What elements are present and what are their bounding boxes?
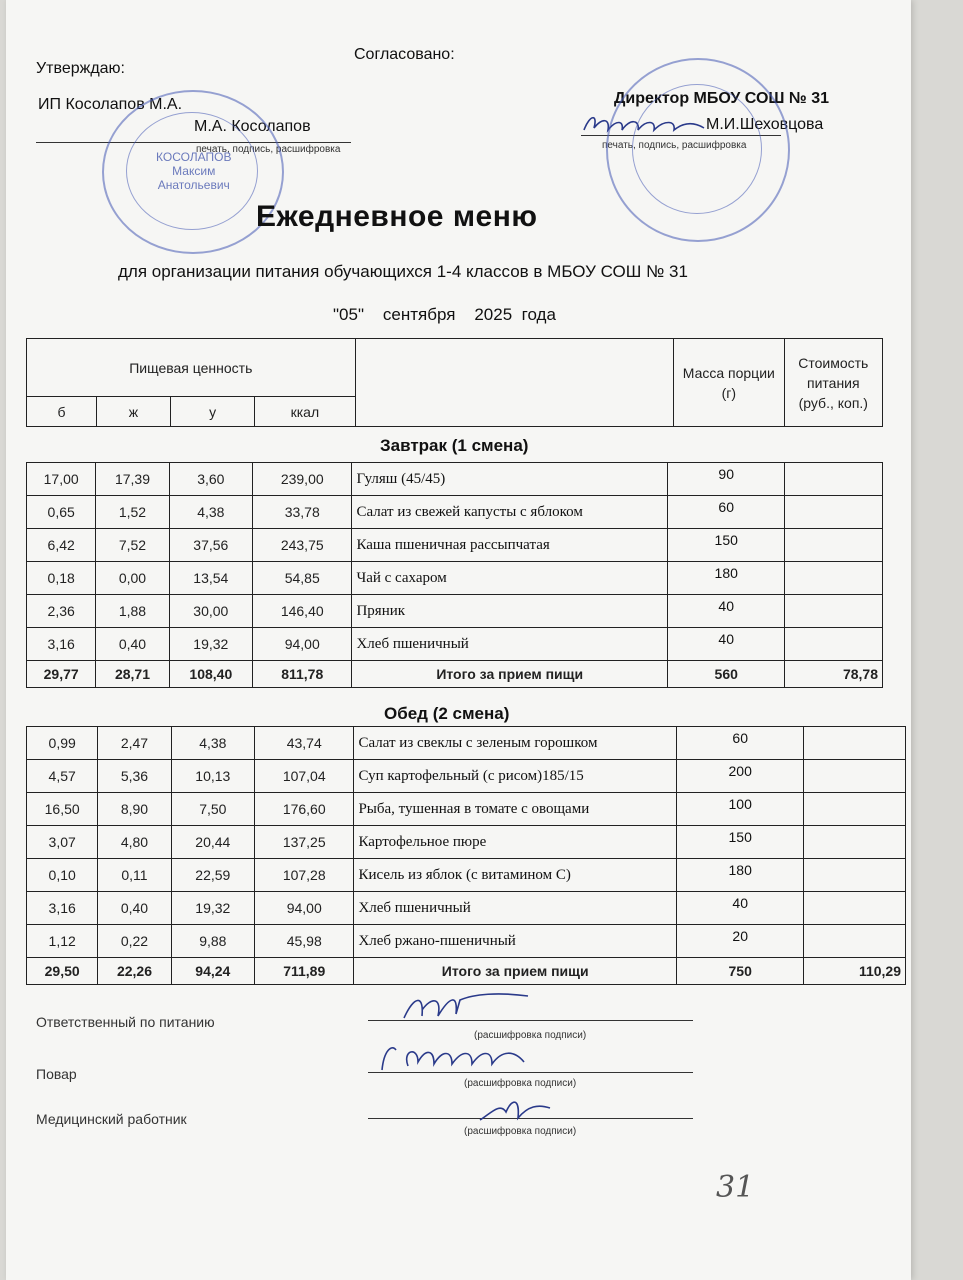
nutrition-b-cell: 17,00 (27, 463, 96, 496)
total-kcal-cell: 711,89 (255, 958, 354, 985)
menu-date (333, 305, 556, 325)
left-signature-caption: печать, подпись, расшифровка (196, 144, 341, 155)
nutrition-u-cell: 22,59 (171, 859, 254, 892)
dish-name-cell: Пряник (352, 595, 667, 628)
lunch-table (26, 726, 906, 985)
nutrition-u-cell: 20,44 (171, 826, 254, 859)
right-signature-caption: печать, подпись, расшифровка (602, 140, 747, 151)
cook-signature (374, 1040, 544, 1074)
nutrition-b-cell: 0,65 (27, 496, 96, 529)
table-row (27, 826, 906, 859)
table-row (27, 793, 906, 826)
cost-cell (804, 793, 906, 826)
col-zh-header: ж (96, 397, 170, 427)
col-u-header: у (171, 397, 255, 427)
right-stamp (606, 58, 790, 242)
cost-cell (804, 925, 906, 958)
nutrition-header: Пищевая ценность (27, 339, 356, 397)
nutrition-b-cell: 4,57 (27, 760, 98, 793)
lunch-title: Обед (2 смена) (384, 704, 510, 723)
nutrition-b-cell: 3,16 (27, 892, 98, 925)
menu-header-table (26, 338, 883, 427)
nutrition-b-cell: 0,18 (27, 562, 96, 595)
kcal-cell: 107,04 (255, 760, 354, 793)
total-cost-cell: 110,29 (804, 958, 906, 985)
date-day: "05" (333, 305, 364, 324)
total-row (27, 661, 883, 688)
breakfast-title: Завтрак (1 смена) (380, 436, 529, 455)
medic-label: Медицинский работник (36, 1111, 187, 1127)
nutrition-u-cell: 30,00 (169, 595, 252, 628)
nutrition-b-cell: 3,16 (27, 628, 96, 661)
page-title: Ежедневное меню (256, 200, 538, 233)
dish-name-cell: Хлеб ржано-пшеничный (354, 925, 676, 958)
table-row (27, 628, 883, 661)
responsible-label: Ответственный по питанию (36, 1014, 215, 1030)
kcal-cell: 45,98 (255, 925, 354, 958)
dish-name-cell: Салат из свеклы с зеленым горошком (354, 727, 676, 760)
nutrition-u-cell: 10,13 (171, 760, 254, 793)
total-b-cell: 29,50 (27, 958, 98, 985)
cost-cell (785, 496, 883, 529)
dish-name-cell: Хлеб пшеничный (352, 628, 667, 661)
nutrition-zh-cell: 1,88 (96, 595, 169, 628)
cost-cell (804, 892, 906, 925)
table-row (27, 463, 883, 496)
responsible-signature (398, 990, 538, 1024)
nutrition-u-cell: 7,50 (171, 793, 254, 826)
col-b-header: б (27, 397, 97, 427)
total-zh-cell: 22,26 (98, 958, 171, 985)
mass-header: Масса порции (г) (674, 339, 785, 427)
total-label-cell: Итого за прием пищи (354, 958, 676, 985)
nutrition-b-cell: 6,42 (27, 529, 96, 562)
menu-document (6, 0, 911, 1280)
nutrition-b-cell: 2,36 (27, 595, 96, 628)
kcal-cell: 33,78 (253, 496, 352, 529)
left-stamp-text (156, 150, 232, 192)
kcal-cell: 94,00 (253, 628, 352, 661)
nutrition-b-cell: 0,10 (27, 859, 98, 892)
kcal-cell: 94,00 (255, 892, 354, 925)
kcal-cell: 54,85 (253, 562, 352, 595)
dish-name-cell: Чай с сахаром (352, 562, 667, 595)
dish-name-cell: Кисель из яблок (с витамином С) (354, 859, 676, 892)
mass-cell: 20 (676, 925, 804, 958)
cook-label: Повар (36, 1066, 77, 1082)
nutrition-b-cell: 1,12 (27, 925, 98, 958)
nutrition-zh-cell: 0,00 (96, 562, 169, 595)
table-row (27, 925, 906, 958)
nutrition-u-cell: 13,54 (169, 562, 252, 595)
date-year: 2025 (474, 305, 513, 324)
kcal-cell: 137,25 (255, 826, 354, 859)
total-label-cell: Итого за прием пищи (352, 661, 667, 688)
mass-cell: 60 (676, 727, 804, 760)
dish-name-cell: Рыба, тушенная в томате с овощами (354, 793, 676, 826)
agreed-label: Согласовано: (354, 46, 455, 63)
cost-cell (785, 628, 883, 661)
mass-cell: 40 (667, 628, 785, 661)
nutrition-u-cell: 19,32 (171, 892, 254, 925)
nutrition-u-cell: 37,56 (169, 529, 252, 562)
nutrition-zh-cell: 0,11 (98, 859, 171, 892)
mass-cell: 150 (676, 826, 804, 859)
table-row (27, 892, 906, 925)
nutrition-zh-cell: 5,36 (98, 760, 171, 793)
date-year-suffix: года (521, 305, 556, 324)
mass-cell: 150 (667, 529, 785, 562)
handwritten-number: 31 (716, 1170, 755, 1205)
responsible-caption: (расшифровка подписи) (474, 1030, 587, 1041)
director-name: М.И.Шеховцова (706, 116, 824, 133)
nutrition-zh-cell: 0,40 (96, 628, 169, 661)
dish-name-cell: Суп картофельный (с рисом)185/15 (354, 760, 676, 793)
ip-name: ИП Косолапов М.А. (38, 96, 183, 113)
medic-caption: (расшифровка подписи) (464, 1126, 577, 1137)
approve-label: Утверждаю: (36, 60, 125, 77)
nutrition-u-cell: 4,38 (171, 727, 254, 760)
table-row (27, 859, 906, 892)
col-kcal-header: ккал (255, 397, 355, 427)
nutrition-b-cell: 16,50 (27, 793, 98, 826)
nutrition-zh-cell: 0,22 (98, 925, 171, 958)
cook-caption: (расшифровка подписи) (464, 1078, 577, 1089)
nutrition-zh-cell: 4,80 (98, 826, 171, 859)
dish-name-cell: Хлеб пшеничный (354, 892, 676, 925)
date-month: сентября (382, 305, 456, 324)
dish-name-cell: Картофельное пюре (354, 826, 676, 859)
stamp-line-2: Максим (172, 164, 216, 178)
mass-cell: 90 (667, 463, 785, 496)
total-mass-cell: 750 (676, 958, 804, 985)
nutrition-b-cell: 3,07 (27, 826, 98, 859)
kcal-cell: 176,60 (255, 793, 354, 826)
cost-cell (785, 595, 883, 628)
cost-cell (785, 529, 883, 562)
stamp-line-3: Анатольевич (157, 178, 230, 192)
nutrition-u-cell: 9,88 (171, 925, 254, 958)
table-row (27, 595, 883, 628)
kcal-cell: 239,00 (253, 463, 352, 496)
cost-cell (785, 463, 883, 496)
kcal-cell: 43,74 (255, 727, 354, 760)
dish-name-cell: Гуляш (45/45) (352, 463, 667, 496)
dish-header-cell (355, 339, 673, 427)
nutrition-u-cell: 4,38 (169, 496, 252, 529)
nutrition-zh-cell: 17,39 (96, 463, 169, 496)
nutrition-zh-cell: 7,52 (96, 529, 169, 562)
total-cost-cell: 78,78 (785, 661, 883, 688)
nutrition-zh-cell: 1,52 (96, 496, 169, 529)
cost-cell (804, 859, 906, 892)
total-row (27, 958, 906, 985)
mass-cell: 180 (676, 859, 804, 892)
kcal-cell: 107,28 (255, 859, 354, 892)
nutrition-zh-cell: 0,40 (98, 892, 171, 925)
medic-signature (476, 1094, 556, 1124)
total-b-cell: 29,77 (27, 661, 96, 688)
total-u-cell: 108,40 (169, 661, 252, 688)
mass-cell: 200 (676, 760, 804, 793)
director-title: Директор МБОУ СОШ № 31 (614, 90, 830, 107)
nutrition-zh-cell: 2,47 (98, 727, 171, 760)
total-u-cell: 94,24 (171, 958, 254, 985)
mass-cell: 40 (676, 892, 804, 925)
total-zh-cell: 28,71 (96, 661, 169, 688)
table-row (27, 727, 906, 760)
cost-cell (785, 562, 883, 595)
kcal-cell: 146,40 (253, 595, 352, 628)
nutrition-zh-cell: 8,90 (98, 793, 171, 826)
mass-cell: 180 (667, 562, 785, 595)
stamp-line-1: КОСОЛАПОВ (156, 150, 232, 164)
total-mass-cell: 560 (667, 661, 785, 688)
table-row (27, 760, 906, 793)
breakfast-table (26, 462, 883, 688)
ip-signer: М.А. Косолапов (194, 118, 311, 135)
mass-cell: 100 (676, 793, 804, 826)
nutrition-b-cell: 0,99 (27, 727, 98, 760)
nutrition-u-cell: 19,32 (169, 628, 252, 661)
cost-cell (804, 727, 906, 760)
mass-cell: 60 (667, 496, 785, 529)
cost-cell (804, 760, 906, 793)
right-stamp-inner-ring (632, 84, 762, 214)
table-row (27, 529, 883, 562)
mass-cell: 40 (667, 595, 785, 628)
dish-name-cell: Каша пшеничная рассыпчатая (352, 529, 667, 562)
total-kcal-cell: 811,78 (253, 661, 352, 688)
table-row (27, 496, 883, 529)
cost-header: Стоимость питания (руб., коп.) (784, 339, 882, 427)
page-subtitle: для организации питания обучающихся 1-4 классов в МБОУ СОШ № 31 (118, 262, 688, 281)
table-row (27, 562, 883, 595)
kcal-cell: 243,75 (253, 529, 352, 562)
dish-name-cell: Салат из свежей капусты с яблоком (352, 496, 667, 529)
nutrition-u-cell: 3,60 (169, 463, 252, 496)
cost-cell (804, 826, 906, 859)
